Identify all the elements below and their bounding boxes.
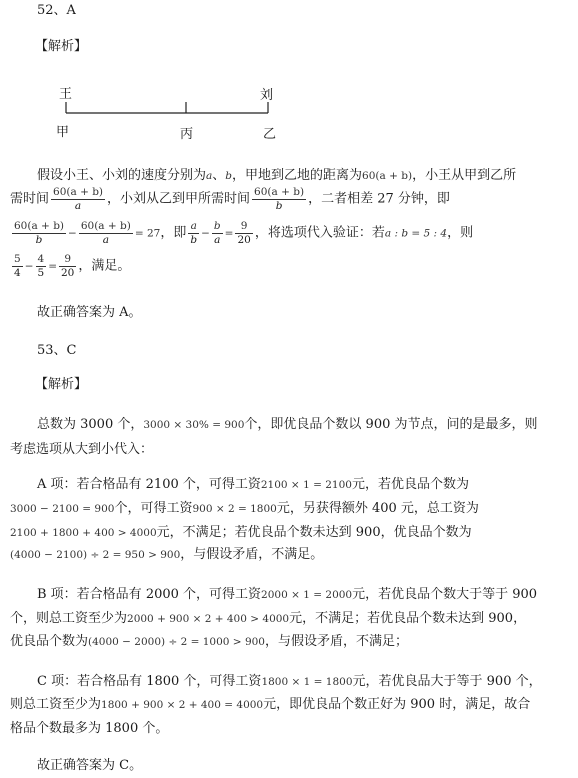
text: 元，若优良品个数大于等于 900 — [352, 587, 538, 602]
text: ，将选项代入验证：若 — [254, 225, 385, 241]
text: 个，可得工资 — [114, 501, 193, 516]
fraction — [12, 220, 66, 247]
text: C 项：若合格品有 1800 个，可得工资 — [37, 674, 262, 689]
text: ，二者相差 27 分钟，即 — [308, 191, 450, 207]
q52-para-line1 — [37, 167, 516, 185]
text: 、 — [212, 168, 226, 183]
text: 元，即优良品个数正好为 900 时，满足，故合 — [263, 697, 531, 712]
text: 假设小王、小刘的速度分别为 — [37, 168, 207, 183]
q53-optB-line1 — [37, 586, 537, 604]
math: 2100 + 1800 + 400 > 4000 — [10, 527, 157, 539]
text: 总数为 3000 个， — [37, 417, 144, 432]
fraction — [252, 186, 306, 213]
fraction — [188, 220, 199, 247]
frac-den: 4 — [14, 267, 21, 279]
text: ，则 — [447, 225, 474, 241]
frac-den: 5 — [37, 267, 45, 279]
text: B 项：若合格品有 2000 个，可得工资 — [37, 587, 262, 602]
q52-analysis-heading: 【解析】 — [35, 39, 88, 54]
diagram-label-yi: 乙 — [263, 127, 277, 142]
q53-answer: 故正确答案为 C。 — [37, 758, 143, 773]
text: ，满足。 — [78, 258, 131, 274]
math: (4000 − 2000) ÷ 2 = 1000 > 900 — [88, 636, 265, 648]
frac-num: 9 — [235, 220, 252, 234]
math: 900 × 2 = 1800 — [192, 503, 277, 515]
text: 个，则总工资至少为 — [10, 611, 128, 626]
q53-optB-line2 — [10, 610, 526, 628]
q53-optA-line4 — [10, 546, 323, 564]
fraction — [12, 253, 23, 280]
q53-optC-line1 — [37, 673, 542, 691]
text: ，与假设矛盾，不满足。 — [180, 547, 324, 562]
q53-intro-line1 — [37, 416, 538, 434]
q53-optA-line2 — [10, 500, 479, 518]
fraction — [79, 220, 133, 247]
q53-optC-line2 — [10, 696, 530, 714]
text: ，即 — [160, 225, 187, 241]
frac-num: 5 — [14, 253, 21, 265]
minus-sign: − — [68, 227, 77, 240]
math: 2100 × 1 = 2100 — [260, 479, 352, 491]
frac-den: a — [102, 234, 109, 246]
text: 元，不满足；若优良品个数未达到 900， — [289, 611, 527, 626]
q53-optA-line1 — [37, 476, 469, 494]
math-distance: 60(a + b) — [362, 170, 413, 182]
frac-num: 9 — [59, 253, 76, 267]
text: 元，另获得额外 400 元，总工资为 — [276, 501, 479, 516]
frac-den: a — [74, 200, 82, 212]
math: 1800 × 1 = 1800 — [261, 676, 353, 688]
text: ，小王从甲到乙所 — [412, 168, 517, 183]
diagram-label-wang: 王 — [59, 87, 73, 102]
math-eq: = 27 — [134, 227, 161, 240]
text: ，小刘从乙到甲所需时间 — [107, 191, 251, 207]
q53-optA-line3 — [10, 524, 472, 542]
text: ，甲地到乙地的距离为 — [232, 168, 363, 183]
frac-num: 60(a + b) — [53, 186, 104, 198]
math-ratio: a : b = 5 : 4 — [384, 227, 448, 240]
frac-num: 4 — [37, 253, 45, 265]
q52-para-line3 — [10, 220, 473, 247]
diagram-label-jia: 甲 — [56, 125, 70, 140]
route-line — [0, 0, 578, 150]
text: 元，若优良品个数为 — [351, 477, 469, 492]
frac-den: a — [214, 234, 221, 246]
math: 2000 × 1 = 2000 — [261, 589, 353, 601]
q52-para-line4 — [10, 253, 130, 280]
text: 优良品个数为 — [10, 634, 89, 649]
q53-header: 53、C — [37, 343, 77, 358]
q53-intro-line2: 考虑选项从大到小代入： — [10, 442, 154, 457]
diagram-label-bing: 丙 — [180, 127, 194, 142]
math: 1800 + 900 × 2 + 400 = 4000 — [101, 699, 264, 711]
minus-sign: − — [201, 227, 210, 240]
frac-num: 60(a + b) — [14, 220, 65, 232]
frac-den: b — [190, 234, 198, 246]
q52-answer: 故正确答案为 A。 — [37, 305, 142, 320]
fraction — [59, 253, 76, 280]
math: (4000 − 2100) ÷ 2 = 950 > 900 — [10, 549, 181, 561]
q53-optC-line3: 格品个数最多为 1800 个。 — [10, 721, 169, 736]
text: 元，不满足；若优良品个数未达到 900，优良品个数为 — [156, 525, 472, 540]
frac-den: b — [35, 234, 43, 246]
text: ，与假设矛盾，不满足； — [265, 634, 409, 649]
frac-den: 20 — [61, 267, 75, 279]
frac-den: 20 — [237, 234, 251, 246]
frac-num: a — [188, 220, 199, 234]
q53-analysis-heading: 【解析】 — [35, 377, 88, 392]
q53-optB-line3 — [10, 633, 408, 651]
q52-header: 52、A — [37, 3, 76, 18]
frac-num: b — [213, 220, 221, 232]
math: 3000 − 2100 = 900 — [10, 503, 115, 515]
frac-num: 60(a + b) — [254, 186, 305, 198]
frac-num: 60(a + b) — [80, 220, 131, 232]
text: 需时间 — [10, 191, 50, 207]
math: 2000 + 900 × 2 + 400 > 4000 — [127, 613, 290, 625]
math-eq: = — [48, 260, 57, 273]
minus-sign: − — [24, 260, 34, 273]
fraction — [212, 220, 223, 247]
fraction — [51, 186, 105, 213]
text: 个，即优良品个数以 900 为节点，问的是最多，则 — [244, 417, 538, 432]
text: A 项：若合格品有 2100 个，可得工资 — [37, 477, 261, 492]
q52-para-line2 — [10, 186, 450, 213]
math-a: a — [206, 170, 213, 182]
math-b: b — [225, 170, 233, 182]
text: 则总工资至少为 — [10, 697, 102, 712]
fraction — [235, 220, 252, 247]
math-eq: = — [224, 227, 234, 240]
frac-den: b — [275, 200, 283, 212]
diagram-label-liu: 刘 — [260, 88, 274, 103]
fraction — [36, 253, 47, 280]
text: 元，若优良品大于等于 900 个， — [352, 674, 542, 689]
math: 3000 × 30% = 900 — [143, 419, 245, 431]
